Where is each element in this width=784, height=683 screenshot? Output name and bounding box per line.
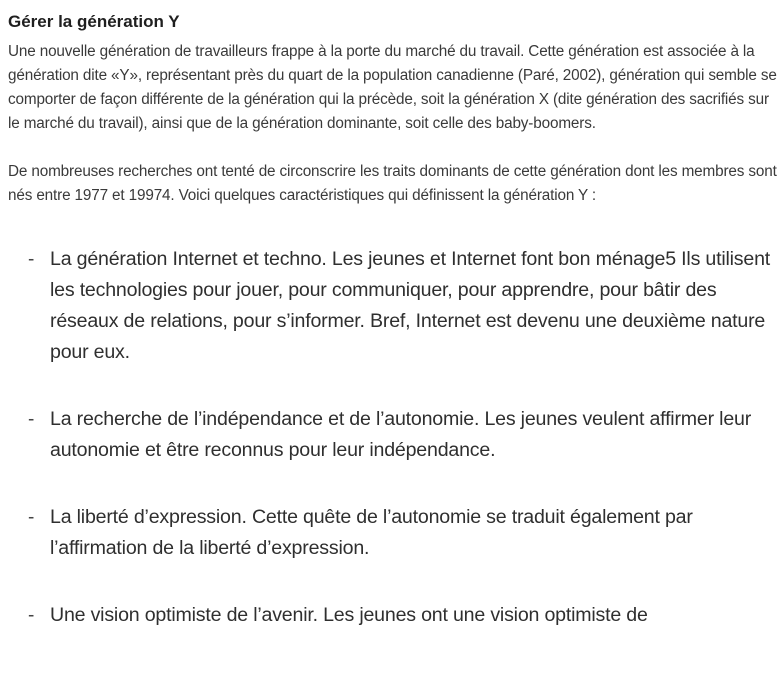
list-item-text: La génération Internet et techno. Les jeunes et Internet font bon ménage5 Ils utilisent les technologies pour jouer, pour communiquer, pour apprendre, pour bâtir des réseaux de relations, pour s’informer. Bref, Internet est devenu une deuxième nature pour eux.: [50, 248, 771, 363]
list-item-independence: [8, 404, 778, 466]
list-item-expression: [8, 502, 778, 564]
characteristics-list: [8, 244, 778, 631]
list-item-text: Une vision optimiste de l’avenir. Les jeunes ont une vision optimiste de: [50, 604, 648, 626]
dash-marker: -: [28, 249, 35, 270]
dash-marker: -: [28, 605, 35, 626]
list-item-optimism: [8, 600, 778, 631]
dash-marker: -: [28, 409, 35, 430]
intro-paragraph: Une nouvelle génération de travailleurs frappe à la porte du marché du travail. Cette génération est associée à la génération dite «Y», représentant près du quart de la population canadienne (Paré, 2002), génération qui semble se comporter de façon différente de la génération qui la précède, soit la génération X (dite génération des sacrifiés sur le marché du travail), ainsi que de la génération dominante, soit celle des baby-boomers.: [8, 43, 777, 132]
list-item-text: La liberté d’expression. Cette quête de l’autonomie se traduit également par l’affirmation de la liberté d’expression.: [50, 506, 693, 559]
research-paragraph: De nombreuses recherches ont tenté de circonscrire les traits dominants de cette génération dont les membres sont nés entre 1977 et 19974. Voici quelques caractéristiques qui définissent la génération Y :: [8, 163, 777, 204]
document: [8, 10, 778, 667]
dash-marker: -: [28, 507, 35, 528]
list-item-internet: [8, 244, 778, 368]
list-item-text: La recherche de l’indépendance et de l’autonomie. Les jeunes veulent affirmer leur autonomie et être reconnus pour leur indépendance.: [50, 408, 752, 461]
section-title: Gérer la génération Y: [8, 12, 180, 31]
